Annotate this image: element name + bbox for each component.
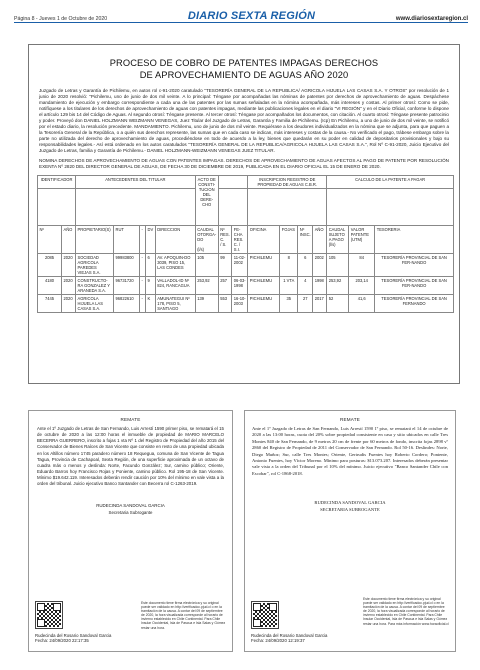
- auction-notice-left: [28, 410, 233, 652]
- col-header-caudal-pago: CAUDAL SUJETO A PAGO: [328, 227, 346, 242]
- unit-caudal-pago: (l/s): [328, 242, 336, 247]
- notice-body: [39, 88, 449, 170]
- table-column-header-row: [38, 226, 454, 254]
- col-header: OFICINA: [248, 226, 280, 254]
- group-acto: ACTO DE CONSTI-TUCION DEL DERE-CHO: [195, 176, 218, 226]
- cell-rut: 96731720: [114, 277, 140, 295]
- cell-n: 2085: [38, 254, 62, 277]
- table-group-header-row: [38, 176, 454, 189]
- unit-fecha: C. / S.I.: [233, 242, 241, 252]
- cell-caudal-pago: 253,92: [327, 277, 349, 295]
- col-header: [218, 226, 232, 254]
- col-header: [327, 226, 349, 254]
- cell-valor: 203,14: [349, 277, 375, 295]
- cell-fojas: 8: [280, 254, 298, 277]
- col-header: TESORERIA: [375, 226, 454, 254]
- table-row: [38, 295, 454, 313]
- cell-fojas: 1 VTA: [280, 277, 298, 295]
- col-header-fecha: FE-CHA RES.: [233, 227, 244, 242]
- col-header: PROPIETARIO(S): [76, 226, 114, 254]
- cell-anio: 2020: [62, 277, 76, 295]
- cell-anio-insc: 1998: [313, 277, 327, 295]
- footer-signer-name: Rudecinda del Rosario Sandoval Garcia: [251, 633, 328, 638]
- cell-valor: 41,6: [349, 295, 375, 313]
- cell-tesoreria: TESORERÍA PROVINCIAL DE SAN FER-NANDO: [375, 254, 454, 277]
- col-header: Nº: [38, 226, 62, 254]
- group-blank: [218, 176, 248, 189]
- qr-code-icon: [251, 601, 279, 629]
- notice-paragraph: NOMINA DERECHOS DE APROVECHAMIENTO DE AGUAS CON PATENTES IMPAGAS. DERECHOS DE APROVECHAMIENTO DE AGUAS AFECTOS AL PAGO DE PATENTE POR RESOLUCIÓN EXENTA Nº 2820 DEL DIRECTOR GENERAL DE AGUAS, DE FECHA 30 DE DICIEMBRE DE 2019, PUBLICADA EN EL DIARIO OFICIAL EL 15 DE ENERO DE 2020.: [39, 157, 449, 169]
- group-inscripcion: INSCRIPCION REGISTRO DE PROPIEDAD DE AGUAS C.B.R.: [248, 176, 327, 189]
- signature-block: [252, 499, 448, 513]
- cell-dir: VALLADOL-ID Nº 824, RANCAGUA: [155, 277, 195, 295]
- col-header: FOJAS: [280, 226, 298, 254]
- notice-title: [39, 57, 449, 81]
- col-header: VALOR PATENTE (UTM): [349, 226, 375, 254]
- cell-tesoreria: TESORERÍA PROVINCIAL DE SAN FER-NANDO: [375, 277, 454, 295]
- cell-insc: 6: [298, 254, 313, 277]
- group-antecedentes: ANTECEDENTES DEL TITULAR: [76, 176, 196, 189]
- auction-body: Ante el 1º Juzgado de Letras de San Fernando, Luis Arrestí 1590 1º piso, se rematará el 14 de octubre de 2020 a las 13:00 horas, cuota del 20% sobre propiedad consistente en casa y sitio ubicados en calle Tres Montes 840 de San Fernando, de 9 metros 20 cm de frente por 60 metros de fondo, inscrita fojas 2898 vº 2860 del Registro de Propiedad de 2011 del Conservador de San Fernando. Rol 50-16. Deslindes: Norte, Diego Muñoz; Sur, calle Tres Montes; Oriente, Gertrudis Fuentes hoy Roberto Cordero; Poniente, Antonio Fuentes, hoy Víctor Moreno. Mínimo para posturas: $13.073.207. Interesados deberán presentar vale vista a la orden del Tribunal por el 10% del mínimo. Juicio ejecutivo "Banco Santander Chile con Escobar", rol C-1868-2018.: [252, 426, 448, 476]
- patents-table: [37, 175, 454, 313]
- cell-anio-insc: 2002: [313, 254, 327, 277]
- page-date-line: Página 8 - Jueves 1 de Octubre de 2020: [14, 16, 108, 22]
- cell-caudal: 139: [195, 295, 218, 313]
- signer-role: SECRETARIA SUBROGANTE: [320, 507, 380, 513]
- cell-dir: AMUNATEGUI Nº 178, PISO 5, SANTIAGO: [155, 295, 195, 313]
- col-header: [232, 226, 248, 254]
- footer-sign-date: Fecha: 24/09/2020 22:17:35: [35, 638, 89, 644]
- group-calculo: CALCULO DE LA PATENTE A PAGAR: [327, 176, 454, 189]
- electronic-signer-footer: [35, 633, 111, 644]
- signature-block: [37, 502, 224, 516]
- auction-title: REMATE: [339, 417, 360, 422]
- notice-title-line-1: PROCESO DE COBRO DE PATENTES IMPAGAS DERECHOS: [109, 58, 379, 68]
- cell-caudal-pago: 105: [327, 254, 349, 277]
- cell-dv: 9: [146, 277, 156, 295]
- signer-role: Secretaria Subrogante: [108, 509, 153, 515]
- unit-res: / S.: [220, 242, 227, 247]
- col-header: DIRECCION: [155, 226, 195, 254]
- notice-paragraph: Juzgado de Letras y Garantía de Pichilemu, en autos rol c-91-2020 caratulado "TESORERÍA GENERAL DE LA REPUBLICA/ AGRICOLA HIJUELA LAS CASAS S.A. Y OTROS" por resolución de 1 junio de 2020 resolvió: "Pichilemu, uno de junio de dos mil veinte. A lo principal: Téngase por acompañadas las nóminas de patentes por derechos de aprovechamiento de aguas. Despáchese mandamiento de ejecución y embargo correspondiente a cada una de las patentes por las sumas señaladas en la nómina acompañada, más intereses y costas. Al primer otrosí: Como se pide, notifíquese a los titulares de los derechos de aprovechamiento de aguas con patentes impagas, mediante las publicaciones legales en el diario "VI REGIÓN" y en el Diario Oficial, conforme lo dispone el artículo 129 bis 14 del Código de Aguas. Al segundo otrosí: Téngase presente. Al tercer otrosí: Téngase por acompañados los documentos, con citación. Al cuarto otrosí: Téngase presente patrocinio y poder. Proveyó don DANIEL HOLZMANN WEIZMANN VENEGAS, Juez Titular del Juzgado de Letras, Garantía y Familia de Pichilemu. (Icp) En Pichilemu, a uno de junio de dos mil veinte, se notificó por el estado diario, la resolución precedente. MANDAMIENTO. Pichilemu, uno de junio de dos mil veinte. Requiérase a los deudores individualizados en la nómina que se adjunta, para que paguen a la Tesorería General de la República, o a quién sus derechos represente, las sumas que en cada caso se indican, más intereses y costas de la causa.- No verificado el pago, trábese embargo sobre la parte no utilizada del derecho de aprovechamiento de aguas, procediéndose en todo de acuerdo a la ley, bienes que quedarán en su poder en calidad de depositarios provisionales y bajo su responsabilidades legales.- Así está ordenado en los autos caratulados "TESORERÍA GENERAL DE LA REPUBLICA/AGRICOLA HIJUELA LAS CASAS S.A.", Rol Nº C-91-2020, Juicio Ejecutivo del Juzgado de Letras, familia y Garantía de Pichilemu.- DANIEL HOLZMANN-WEIZMANN VENEGAS JUEZ TITULAR.: [39, 88, 449, 154]
- website-link[interactable]: www.diariosextaregion.cl: [395, 16, 468, 22]
- col-header-res: Nº RES. C.: [220, 227, 230, 242]
- table-row: [38, 277, 454, 295]
- cell-oficina: PICHILEMU: [248, 277, 280, 295]
- col-header: DV: [146, 226, 156, 254]
- cell-fecha: 16-10-2003: [232, 295, 248, 313]
- col-header: AÑO: [62, 226, 76, 254]
- cell-dv: K: [146, 295, 156, 313]
- col-header: RUT: [114, 226, 140, 254]
- footer-sign-date: Fecha: 24/09/2020 12:19:37: [251, 638, 305, 644]
- col-header: Nº INSC.: [298, 226, 313, 254]
- auction-title: REMATE: [120, 417, 141, 422]
- patent-collection-notice: [28, 44, 460, 384]
- electronic-signer-footer: [251, 633, 327, 644]
- col-header-caudal: CAUDAL OTORGA-DO: [197, 227, 217, 242]
- cell-dash: -: [140, 295, 146, 313]
- cell-anio: 2020: [62, 295, 76, 313]
- page-header: [14, 6, 468, 22]
- cell-rut: 99983800: [114, 254, 140, 277]
- cell-dash: -: [140, 254, 146, 277]
- cell-prop: AGRICOLA HIJUELA LAS CASAS S.A.: [76, 295, 114, 313]
- cell-dv: 6: [146, 254, 156, 277]
- header-rule: [14, 22, 468, 23]
- group-identificador: IDENTIFICADOR: [38, 176, 76, 189]
- cell-fecha: 11-02-2002: [232, 254, 248, 277]
- table-row: [38, 254, 454, 277]
- cell-prop: CONSTRUCTO-RA GONZALEZ Y ARANEDA S.A.: [76, 277, 114, 295]
- cell-anio-insc: 2017: [313, 295, 327, 313]
- electronic-signature-note: Este documento tiene firma electrónica y su original puede ser validado en http://verificadoc.pjud.cl o en la tramitación de la causa. A contar del 09 de septiembre de 2020, la hora visualizada corresponde al horario de invierno establecido en Chile Continental. Para Chile Insular Occidental, Isla de Pascua e Isla Salas y Gómez restar una hora. Para más información www.horaoficial.cl: [363, 597, 449, 626]
- signer-name: RUDECINDA SANDOVAL GARCIA: [96, 502, 165, 508]
- footer-signer-name: Rudecinda del Rosario Sandoval Garcia: [35, 633, 112, 638]
- cell-dash: -: [140, 277, 146, 295]
- cell-insc: 4: [298, 277, 313, 295]
- cell-res: 257: [218, 277, 232, 295]
- qr-code-icon: [35, 601, 63, 629]
- cell-fojas: 35: [280, 295, 298, 313]
- electronic-signature-note: Este documento tiene firma electrónica y su original puede ser validado en http://verificadoc.pjud.cl o en la tramitación de la causa. A contar del 09 de septiembre de 2020, la hora visualizada corresponde al horario de invierno establecido en Chile Continental. Para Chile Insular Occidental, Isla de Pascua e Isla Salas y Gómez restar una hora.: [141, 601, 226, 630]
- cell-rut: 96822610: [114, 295, 140, 313]
- cell-caudal-pago: 52: [327, 295, 349, 313]
- cell-caudal: 253,92: [195, 277, 218, 295]
- unit-caudal: (l/s): [197, 247, 205, 252]
- auction-body: Ante el 1º Juzgado de Letras de San Fernando, Luis Arrestí 1590 primer piso, se rematará el 15 de octubre de 2020 a las 12:00 horas el inmueble de propiedad de MARIO MARCELO BECERRA GUERRERO, inscrito a fojas 1 vta Nº 1 del Registro de Propiedad del año 2015 del Conservador de Bienes Raíces de San Vicente que consiste en resto de una propiedad ubicada en los Altillos número 1745 paradero número 18 Requegua, comuna de San Vicente de Tagua Tagua, Provincia de Cachapoal, Sexta Región, de una superficie aproximada de un octavo de cuadra más o menos y deslinda: Norte, Facundo González; Sur, camino público; Oriente, Eduardo Barros hoy Francisco Rojas y Poniente, camino público. Rol 195-18 de San Vicente. Mínimo $19.642.119. Interesados deberán rendir caución por 10% del mínimo en vale vista a la orden del tribunal. Juicio ejecutivo Banco Santander con Becerra rol C-1263-2019.: [37, 426, 224, 487]
- cell-insc: 27: [298, 295, 313, 313]
- col-header: AÑO: [313, 226, 327, 254]
- cell-oficina: PICHILEMU: [248, 295, 280, 313]
- cell-anio: 2020: [62, 254, 76, 277]
- cell-n: 7445: [38, 295, 62, 313]
- signer-name: RUDECINDA SANDOVAL GARCIA: [314, 500, 386, 506]
- cell-fecha: 06-03-1998: [232, 277, 248, 295]
- cell-oficina: PICHILEMU: [248, 254, 280, 277]
- cell-prop: SOCIEDAD AGRICOLA PAREDES VIEJAS S.A.: [76, 254, 114, 277]
- cell-dir: AV. APOQUIN-DO 3039, PISO 15, LAS CONDES: [155, 254, 195, 277]
- cell-res: 99: [218, 254, 232, 277]
- table-spacer-row: [38, 189, 454, 226]
- cell-res: 553: [218, 295, 232, 313]
- cell-caudal: 105: [195, 254, 218, 277]
- notice-title-line-2: DE APROVECHAMIENTO DE AGUAS AÑO 2020: [139, 70, 349, 80]
- col-header: [195, 226, 218, 254]
- cell-n: 4180: [38, 277, 62, 295]
- col-header: -: [140, 226, 146, 254]
- cell-tesoreria: TESORERÍA PROVINCIAL DE SAN FERNANDO: [375, 295, 454, 313]
- cell-valor: 84: [349, 254, 375, 277]
- newspaper-masthead: DIARIO SEXTA REGIÓN: [187, 10, 316, 22]
- auction-notice-right: [244, 410, 456, 652]
